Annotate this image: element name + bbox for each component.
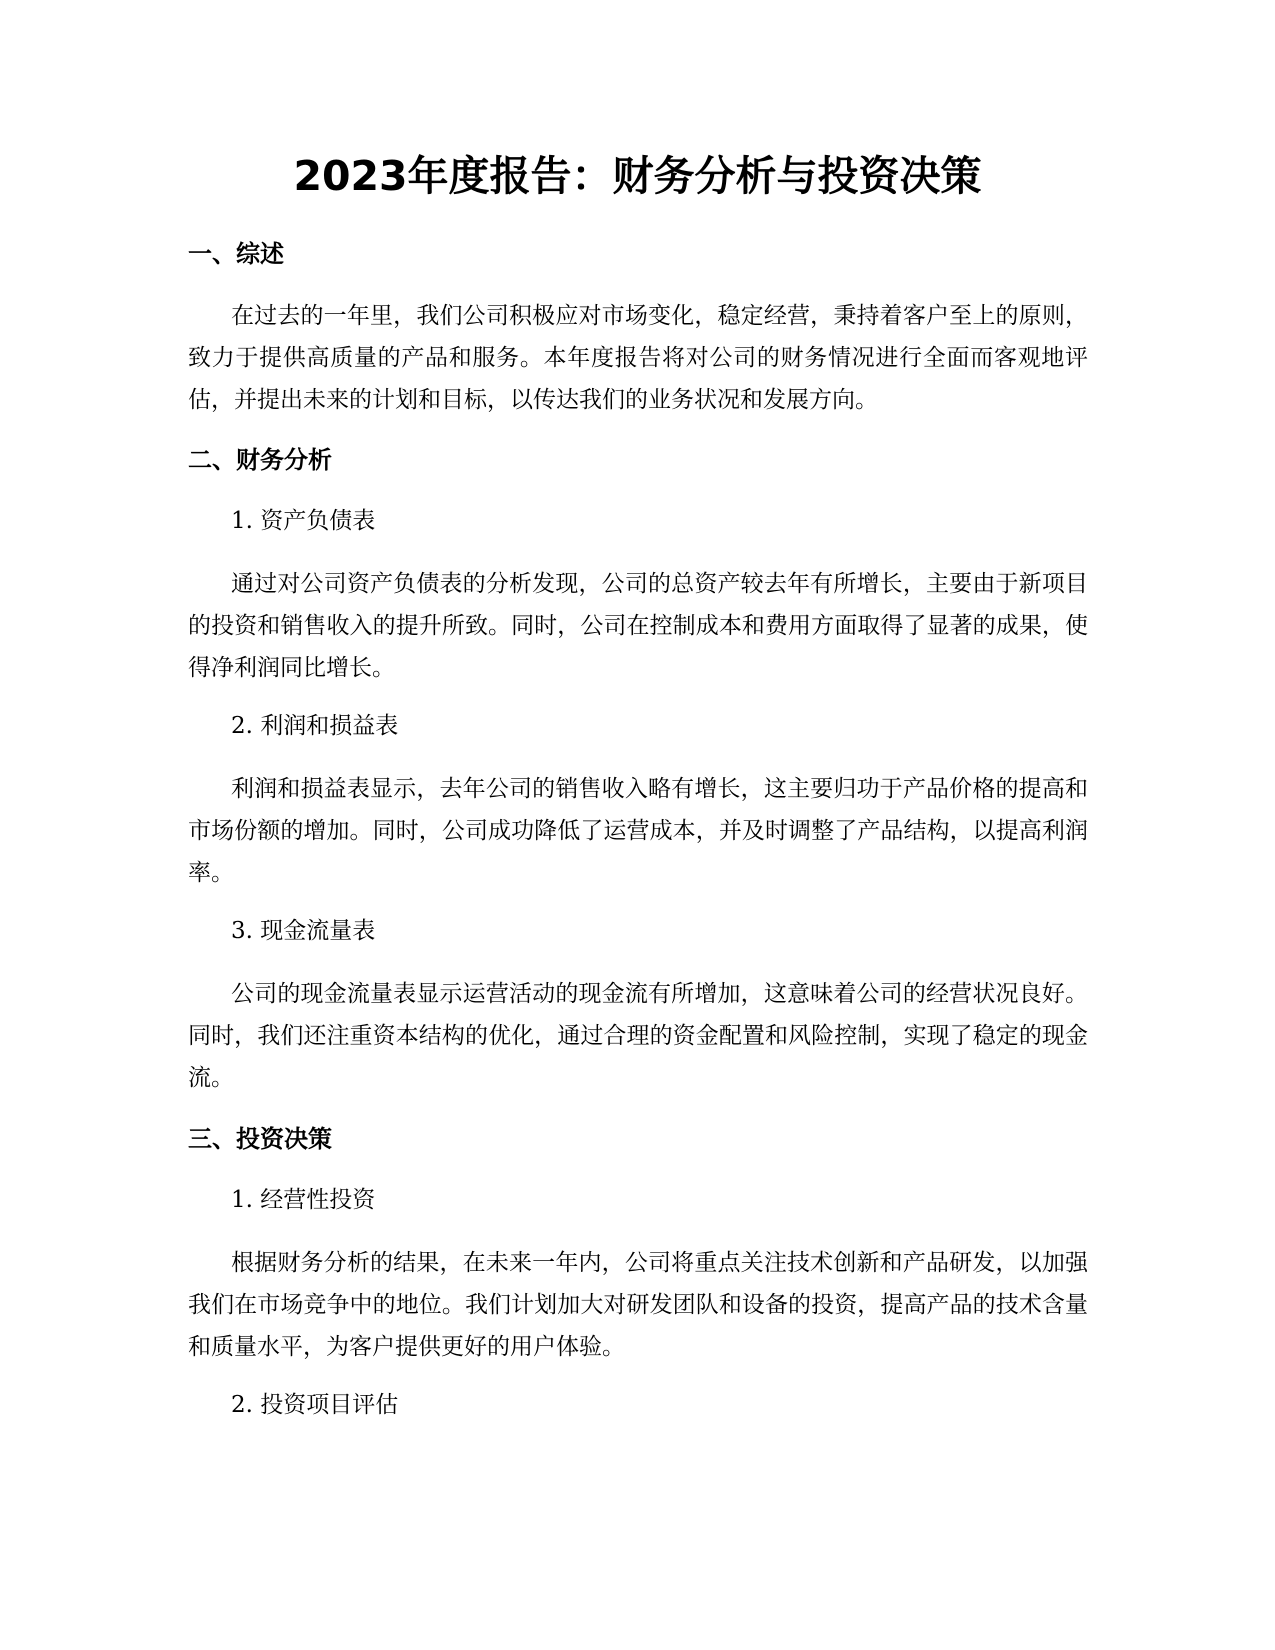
document-title: 2023年度报告：财务分析与投资决策 [293,152,982,200]
income-statement-paragraph: 利润和损益表显示，去年公司的销售收入略有增长，这主要归功于产品价格的提高和市场份额的增加。同时，公司成功降低了运营成本，并及时调整了产品结构，以提高利润率。 [188,776,1088,886]
subheading-balance-sheet: 1. 资产负债表 [231,508,376,534]
subheading-investment-project-evaluation: 2. 投资项目评估 [231,1392,399,1418]
section-heading-overview: 一、综述 [188,240,284,268]
cash-flow-paragraph: 公司的现金流量表显示运营活动的现金流有所增加，这意味着公司的经营状况良好。同时，我们还注重资本结构的优化，通过合理的资金配置和风险控制，实现了稳定的现金流。 [188,981,1088,1091]
subheading-income-statement: 2. 利润和损益表 [231,713,399,739]
section-heading-financial-analysis: 二、财务分析 [188,446,332,474]
section-heading-investment-decisions: 三、投资决策 [188,1125,332,1153]
overview-paragraph: 在过去的一年里，我们公司积极应对市场变化，稳定经营，秉持着客户至上的原则，致力于提供高质量的产品和服务。本年度报告将对公司的财务情况进行全面而客观地评估，并提出未来的计划和目标，以传达我们的业务状况和发展方向。 [188,303,1088,413]
balance-sheet-paragraph: 通过对公司资产负债表的分析发现，公司的总资产较去年有所增长，主要由于新项目的投资和销售收入的提升所致。同时，公司在控制成本和费用方面取得了显著的成果，使得净利润同比增长。 [188,571,1088,681]
subheading-operating-investment: 1. 经营性投资 [231,1187,376,1213]
operating-investment-paragraph: 根据财务分析的结果，在未来一年内，公司将重点关注技术创新和产品研发，以加强我们在市场竞争中的地位。我们计划加大对研发团队和设备的投资，提高产品的技术含量和质量水平，为客户提供更好的用户体验。 [188,1250,1088,1360]
subheading-cash-flow-statement: 3. 现金流量表 [231,918,376,944]
